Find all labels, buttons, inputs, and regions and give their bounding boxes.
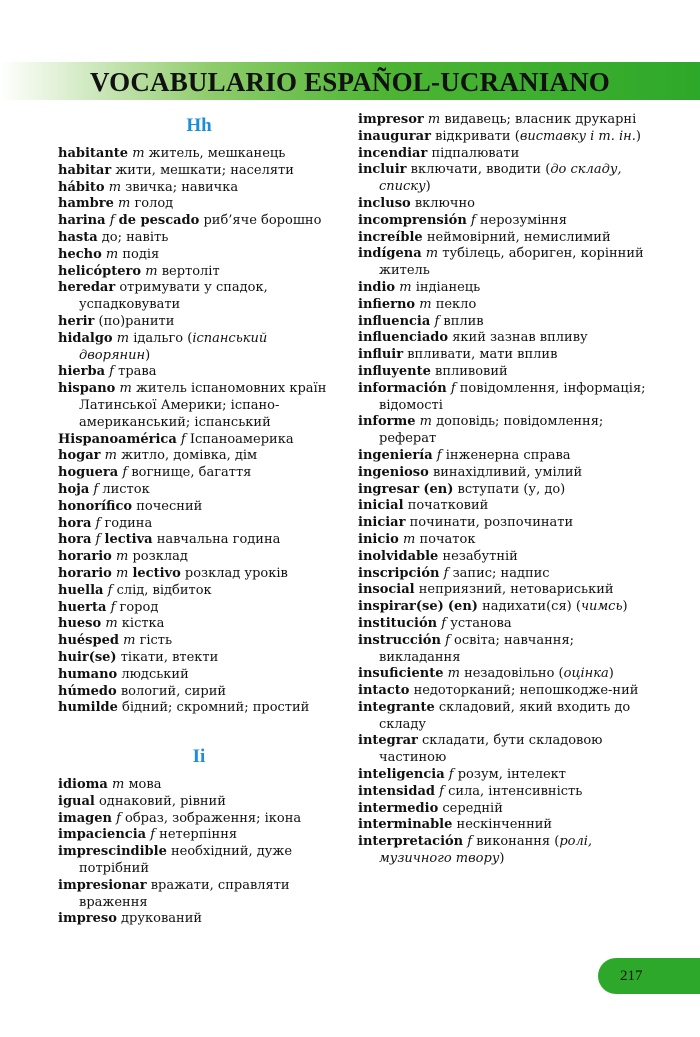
dictionary-entry <box>58 667 340 684</box>
dictionary-entry <box>58 549 340 566</box>
entry-headword: hoja <box>58 481 90 497</box>
entry-translation: розум, інтелект <box>457 767 566 783</box>
entry-headword: inicio <box>358 531 399 547</box>
dictionary-entry <box>358 230 650 247</box>
dictionary-entry <box>58 616 340 633</box>
entry-headword: hoguera <box>58 465 119 481</box>
dictionary-entry <box>358 364 650 381</box>
entry-translation: початок <box>419 531 476 547</box>
entry-gender: f <box>470 212 476 228</box>
entry-gender: f <box>150 827 156 843</box>
entry-headword: helicóptero <box>58 263 142 279</box>
entry-headword-extra: de pescado <box>118 213 200 229</box>
entry-headword: información <box>358 380 447 396</box>
entry-translation: отримувати у спадок, успадковувати <box>79 280 268 313</box>
entry-headword: inolvidable <box>358 548 439 564</box>
dictionary-entry <box>58 364 340 381</box>
dictionary-entry <box>358 700 650 734</box>
entry-gender: m <box>132 146 145 161</box>
entry-list-i-continued <box>358 112 650 868</box>
entry-gender: f <box>180 431 186 447</box>
dictionary-entry <box>358 498 650 515</box>
entry-headword: huésped <box>58 633 119 649</box>
entry-headword: impresionar <box>58 877 147 893</box>
dictionary-entry <box>58 331 340 365</box>
entry-translation-end: ) <box>145 347 151 363</box>
dictionary-entry <box>358 532 650 549</box>
entry-gender: f <box>441 615 447 631</box>
entry-list-h <box>58 146 340 717</box>
entry-headword: hueso <box>58 616 102 632</box>
entry-translation: кістка <box>121 616 165 632</box>
entry-translation: недоторканий; непошкодже-ний <box>413 683 639 699</box>
entry-gender: m <box>403 531 416 547</box>
entry-translation: житель іспаномовних країн Латинської Америки; іспано-американський; іспанський <box>79 381 327 430</box>
entry-headword: huir(se) <box>58 649 117 665</box>
left-column <box>58 112 340 928</box>
entry-headword: influyente <box>358 363 431 379</box>
dictionary-entry <box>58 684 340 701</box>
entry-gender: f <box>439 783 444 799</box>
entry-headword: hogar <box>58 448 101 464</box>
entry-translation: тубілець, абориген, корінний житель <box>379 246 644 279</box>
entry-translation: відкривати ( <box>435 128 520 144</box>
entry-headword: iniciar <box>358 515 406 531</box>
entry-gender: f <box>450 380 456 396</box>
dictionary-entry <box>58 213 340 230</box>
entry-translation: доповідь; повідомлення; реферат <box>379 414 604 447</box>
entry-gender: f <box>109 364 114 380</box>
entry-headword: insocial <box>358 582 415 598</box>
entry-headword: huerta <box>58 599 107 615</box>
entry-gender: m <box>427 112 441 127</box>
entry-gender: m <box>111 777 125 793</box>
entry-note: оцінка <box>563 666 609 682</box>
dictionary-entry <box>358 381 650 415</box>
entry-translation-end: ) <box>622 599 628 615</box>
dictionary-entry <box>358 801 650 818</box>
dictionary-entry <box>358 162 650 196</box>
entry-translation: вологий, сирий <box>120 683 227 699</box>
dictionary-entry <box>58 448 340 465</box>
entry-translation: риб’яче борошно <box>203 213 322 229</box>
entry-headword: impaciencia <box>58 827 147 843</box>
entry-translation: інженерна справа <box>445 447 571 463</box>
dictionary-entry <box>358 582 650 599</box>
entry-translation: година <box>104 515 153 531</box>
entry-headword: integrante <box>358 699 435 715</box>
dictionary-entry <box>58 280 340 314</box>
entry-translation: жити, мешкати; населяти <box>115 162 294 178</box>
entry-note: чимсь <box>580 599 623 615</box>
entry-translation: город <box>119 599 159 615</box>
dictionary-entry <box>58 911 340 928</box>
entry-translation: листок <box>102 481 150 497</box>
entry-translation: слід, відбиток <box>116 582 212 598</box>
entry-translation: почесний <box>136 498 203 514</box>
entry-headword: horario <box>58 565 112 581</box>
entry-headword: heredar <box>58 280 116 296</box>
entry-headword: inaugurar <box>358 128 431 144</box>
entry-gender: m <box>119 381 132 397</box>
entry-translation: подія <box>122 246 160 262</box>
entry-gender: f <box>116 810 121 826</box>
dictionary-entry <box>358 314 650 331</box>
entry-headword: ingenioso <box>358 464 429 480</box>
dictionary-entry <box>358 146 650 163</box>
entry-translation: вступати (у, до) <box>457 481 566 497</box>
entry-translation: включати, вводити ( <box>410 162 551 178</box>
dictionary-entry <box>58 700 340 717</box>
dictionary-entry <box>58 827 340 844</box>
entry-gender: m <box>123 633 136 649</box>
entry-translation: пекло <box>435 296 477 312</box>
entry-translation: житель, мешканець <box>148 146 286 161</box>
entry-translation: ідальго ( <box>133 330 193 346</box>
entry-translation: гість <box>139 633 173 649</box>
entry-headword: hispano <box>58 381 116 397</box>
right-column <box>358 112 650 868</box>
entry-headword: habitar <box>58 162 112 178</box>
entry-headword: inicial <box>358 498 404 514</box>
entry-gender: m <box>105 246 119 262</box>
dictionary-entry <box>358 616 650 633</box>
entry-headword: informe <box>358 414 416 430</box>
dictionary-entry <box>58 499 340 516</box>
entry-headword: igual <box>58 793 95 809</box>
entry-translation: незадовільно ( <box>464 666 564 682</box>
entry-gender: f <box>467 834 473 850</box>
entry-translation: тікати, втекти <box>120 649 219 665</box>
entry-translation: складати, бути складовою частиною <box>379 733 603 766</box>
dictionary-entry <box>358 414 650 448</box>
dictionary-entry <box>58 583 340 600</box>
entry-translation: неприязний, нетовариський <box>418 582 614 598</box>
section-letter-i: Ii <box>192 746 206 768</box>
entry-translation: мова <box>128 777 162 793</box>
dictionary-entry <box>358 347 650 364</box>
dictionary-entry <box>358 784 650 801</box>
entry-translation: нескінченний <box>456 817 553 833</box>
entry-headword: interminable <box>358 817 453 833</box>
entry-translation-end: ) <box>635 128 641 144</box>
dictionary-entry <box>58 532 340 549</box>
entry-headword: ingeniería <box>358 447 433 463</box>
page-number: 217 <box>620 968 643 984</box>
entry-translation: впливовий <box>435 363 508 379</box>
entry-gender: m <box>419 414 432 430</box>
entry-translation: житло, домівка, дім <box>121 448 258 464</box>
entry-headword: hábito <box>58 179 105 195</box>
entry-headword: integrar <box>358 733 418 749</box>
entry-headword: inspirar(se) <box>358 599 444 615</box>
entry-gender: m <box>425 246 439 262</box>
dictionary-entry <box>358 246 650 280</box>
entry-headword: herir <box>58 313 95 329</box>
dictionary-entry <box>58 650 340 667</box>
entry-translation: звичка; навичка <box>125 179 239 195</box>
entry-translation: незабутній <box>442 548 518 564</box>
entry-gender: f <box>107 582 113 598</box>
dictionary-entry <box>358 834 650 868</box>
entry-translation: навчальна година <box>156 532 281 548</box>
entry-translation: трава <box>118 364 157 380</box>
entry-headword: hora <box>58 515 92 531</box>
entry-translation: друкований <box>121 911 203 927</box>
dictionary-entry <box>58 516 340 533</box>
entry-translation: видавець; власник друкарні <box>444 112 637 127</box>
entry-translation: середній <box>442 800 503 816</box>
entry-list-i <box>58 777 340 928</box>
entry-gender: m <box>447 666 460 682</box>
dictionary-entry <box>358 515 650 532</box>
dictionary-entry <box>58 844 340 878</box>
entry-translation: починати, розпочинати <box>409 515 574 531</box>
entry-translation: складовий, який входить до складу <box>379 699 631 732</box>
entry-translation-end: ) <box>608 666 614 682</box>
dictionary-entry <box>58 811 340 828</box>
entry-translation: розклад <box>132 549 188 565</box>
section-letter-h: Hh <box>186 115 212 136</box>
entry-headword: hierba <box>58 364 106 380</box>
entry-headword: incomprensión <box>358 212 467 228</box>
entry-headword: intermedio <box>358 800 439 816</box>
entry-headword: imagen <box>58 810 112 826</box>
entry-headword: ingresar <box>358 481 420 497</box>
entry-gender: m <box>108 179 122 195</box>
entry-gender: f <box>445 632 450 648</box>
dictionary-entry <box>58 482 340 499</box>
dictionary-entry <box>58 600 340 617</box>
entry-headword: Hispanoamérica <box>58 431 177 447</box>
entry-headword: indígena <box>358 246 422 262</box>
entry-headword: inteligencia <box>358 767 445 783</box>
entry-gender: m <box>145 263 158 279</box>
entry-translation: (по)ранити <box>98 313 175 329</box>
dictionary-entry <box>358 666 650 683</box>
entry-headword: influir <box>358 347 404 363</box>
entry-note: виставку і т. ін. <box>519 128 636 144</box>
dictionary-entry <box>358 330 650 347</box>
entry-headword: incluir <box>358 162 407 178</box>
entry-translation: Іспаноамерика <box>189 431 294 447</box>
dictionary-entry <box>358 733 650 767</box>
entry-note: до складу, списку <box>379 162 622 195</box>
entry-gender: f <box>95 515 101 531</box>
entry-gender: m <box>117 196 131 212</box>
entry-translation: установа <box>450 615 512 631</box>
dictionary-entry <box>58 247 340 264</box>
entry-translation: розклад уроків <box>184 565 288 581</box>
dictionary-entry <box>58 180 340 197</box>
entry-headword: institución <box>358 615 438 631</box>
entry-headword: huella <box>58 582 104 598</box>
entry-translation: вплив <box>443 313 484 329</box>
entry-translation: винахідливий, умілий <box>432 464 583 480</box>
entry-headword: incluso <box>358 195 411 211</box>
entry-headword: harina <box>58 213 106 229</box>
entry-gender: f <box>110 599 116 615</box>
entry-headword: intacto <box>358 683 410 699</box>
entry-translation: бідний; скромний; простий <box>122 700 310 716</box>
entry-translation: запис; надпис <box>452 565 550 581</box>
dictionary-entry <box>358 599 650 616</box>
dictionary-entry <box>358 817 650 834</box>
dictionary-entry <box>58 566 340 583</box>
entry-translation: однаковий, рівний <box>98 793 226 809</box>
entry-translation: до; навіть <box>101 229 169 245</box>
entry-translation: нерозуміння <box>479 212 567 228</box>
dictionary-entry <box>58 465 340 482</box>
entry-translation-end: ) <box>499 851 505 867</box>
entry-headword: húmedo <box>58 683 117 699</box>
entry-gender: f <box>109 213 115 229</box>
entry-headword: influenciado <box>358 330 449 346</box>
entry-headword: humilde <box>58 700 118 716</box>
entry-headword: inscripción <box>358 565 440 581</box>
entry-headword: horario <box>58 549 112 565</box>
entry-translation: який зазнав впливу <box>452 330 588 346</box>
entry-headword: incendiar <box>358 145 428 161</box>
entry-headword: imprescindible <box>58 844 167 860</box>
entry-translation: неймовірний, немислимий <box>426 229 611 245</box>
entry-headword: idioma <box>58 777 108 793</box>
entry-headword: infierno <box>358 296 416 312</box>
entry-headword: hecho <box>58 246 102 262</box>
entry-gender: m <box>116 549 129 565</box>
entry-gender: f <box>434 313 440 329</box>
entry-translation: впливати, мати вплив <box>407 347 558 363</box>
dictionary-entry <box>358 482 650 499</box>
entry-translation: надихати(ся) ( <box>482 599 581 615</box>
entry-gender: f <box>448 767 454 783</box>
entry-translation: виконання ( <box>476 834 560 850</box>
entry-headword: impresor <box>358 112 424 127</box>
dictionary-entry <box>358 549 650 566</box>
dictionary-entry <box>58 777 340 794</box>
dictionary-entry <box>58 264 340 281</box>
entry-headword: influencia <box>358 313 431 329</box>
entry-translation: підпалювати <box>431 145 520 161</box>
entry-translation: початковий <box>407 498 489 514</box>
dictionary-entry <box>58 163 340 180</box>
entry-gender: m <box>399 279 412 295</box>
entry-translation: образ, зображення; ікона <box>125 810 302 826</box>
dictionary-entry <box>58 633 340 650</box>
dictionary-entry <box>358 112 650 129</box>
dictionary-entry <box>358 566 650 583</box>
dictionary-entry <box>358 767 650 784</box>
entry-gender: f <box>443 565 449 581</box>
entry-translation: освіта; навчання; викладання <box>379 632 575 665</box>
dictionary-entry <box>58 381 340 431</box>
entry-gender: m <box>419 296 432 312</box>
entry-headword: indio <box>358 279 396 295</box>
entry-translation: сила, інтенсивність <box>448 783 583 799</box>
entry-headword: interpretación <box>358 834 464 850</box>
entry-translation-end: ) <box>425 179 431 195</box>
entry-translation: повідомлення, інформація; відомості <box>379 380 646 413</box>
dictionary-entry <box>58 196 340 213</box>
entry-headword: insuficiente <box>358 666 444 682</box>
dictionary-entry <box>358 196 650 213</box>
dictionary-entry <box>58 146 340 163</box>
entry-headword: hambre <box>58 196 114 212</box>
entry-translation: вогнище, багаття <box>131 465 252 481</box>
entry-gender: m <box>116 565 129 581</box>
entry-headword: habitante <box>58 146 129 161</box>
dictionary-entry <box>358 280 650 297</box>
dictionary-entry <box>358 213 650 230</box>
entry-headword-extra: lectiva <box>104 532 153 548</box>
dictionary-entry <box>358 633 650 667</box>
entry-headword: hora <box>58 532 92 548</box>
entry-headword: impreso <box>58 911 117 927</box>
entry-headword: intensidad <box>358 783 435 799</box>
entry-headword-extra: (en) <box>423 481 454 497</box>
entry-gender: m <box>105 616 118 632</box>
entry-translation: вражати, справляти враження <box>79 877 290 910</box>
dictionary-entry <box>58 878 340 912</box>
dictionary-entry <box>58 794 340 811</box>
entry-gender: f <box>95 532 101 548</box>
entry-headword-extra: lectivo <box>132 565 181 581</box>
dictionary-entry <box>58 314 340 331</box>
entry-gender: m <box>116 330 130 346</box>
dictionary-entry <box>58 230 340 247</box>
entry-gender: m <box>104 448 117 464</box>
entry-translation: людський <box>121 666 189 682</box>
entry-headword: hidalgo <box>58 330 113 346</box>
page-number-tab <box>598 958 700 994</box>
entry-translation: індіанець <box>415 279 481 295</box>
entry-headword-extra: (en) <box>447 599 478 615</box>
dictionary-entry <box>358 297 650 314</box>
dictionary-entry <box>358 129 650 146</box>
entry-headword: hasta <box>58 229 98 245</box>
page-title: VOCABULARIO ESPAÑOL-UCRANIANO <box>89 67 611 97</box>
entry-headword: increíble <box>358 229 423 245</box>
entry-translation: необхідний, дуже потрібний <box>79 844 293 877</box>
entry-note: ролі, музичного твору <box>379 834 593 867</box>
entry-gender: f <box>436 447 442 463</box>
dictionary-entry <box>358 683 650 700</box>
entry-gender: f <box>122 465 128 481</box>
entry-translation: включно <box>414 195 475 211</box>
dictionary-entry <box>358 465 650 482</box>
entry-headword: honorífico <box>58 498 133 514</box>
entry-note: іспанський дворянин <box>79 330 268 363</box>
entry-translation: вертоліт <box>161 263 220 279</box>
entry-translation: голод <box>134 196 174 212</box>
dictionary-entry <box>58 432 340 449</box>
entry-gender: f <box>93 481 99 497</box>
entry-translation: нетерпіння <box>159 827 238 843</box>
dictionary-entry <box>358 448 650 465</box>
entry-headword: instrucción <box>358 632 441 648</box>
entry-headword: humano <box>58 666 118 682</box>
